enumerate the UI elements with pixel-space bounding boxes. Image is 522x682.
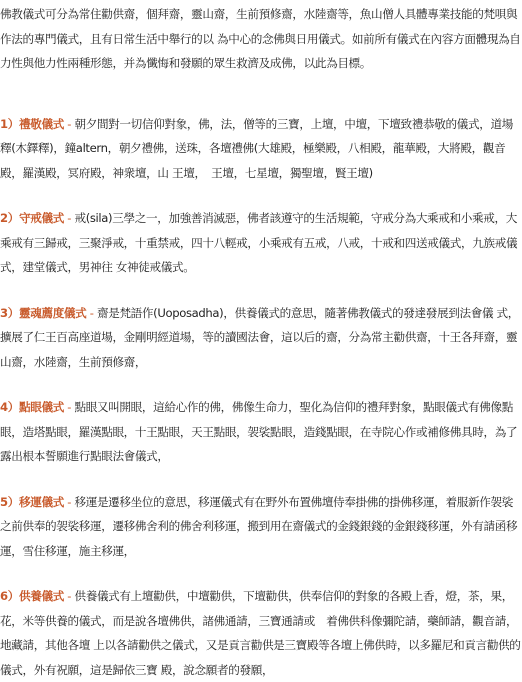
section-body: 移運是遷移坐位的意思，移運儀式有在野外布置佛壇侍奉掛佛的掛佛移運，着服新作袈裟之前供奉的袈裟移運，遷移佛舍利的佛舍利移運，搬到用在齋儀式的金錢銀錢的金銀錢移運，外有請函移運，雪住移運，施主移運，	[0, 494, 518, 558]
section-eye-opening	[0, 395, 522, 469]
section-title: 5）移運儀式	[0, 494, 64, 509]
section-title: 2）守戒儀式	[0, 211, 64, 225]
section-offering	[0, 584, 522, 682]
section-dash: -	[63, 494, 75, 509]
section-dash: -	[86, 305, 97, 320]
intro-paragraph: 佛教儀式可分為常住勸供齋，個拜齋，靈山齋，生前預修齋，水陸齋等，魚山僧人具體專業技能的梵唄與作法的專門儀式，且有日常生活中舉行的以 為中心的念佛與日用儀式。如前所有儀式在內容方面體現為自力性與他力性兩種形態，并為懺悔和發願的眾生救濟及成佛，以此為目標。	[0, 7, 521, 70]
section-dash: -	[63, 400, 75, 414]
section-precepts	[0, 206, 522, 280]
section-dash: -	[63, 589, 75, 603]
section-title: 4）點眼儀式	[0, 400, 64, 414]
section-body: 點眼又叫開眼，這給心作的佛，佛像生命力，聖化為信仰的禮拜對象，點眼儀式有佛像點眼，造塔點眼，羅漢點眼，十王點眼，天王點眼，袈裟點眼，造錢點眼，在寺院心作或補修佛具時，為了露出根本誓願進行點眼法會儀式，	[0, 400, 518, 463]
section-body: 戒(sila)三學之一，加強善消滅惡，佛者該遵守的生活規範，守戒分為大乘戒和小乘戒，大乘戒有三歸戒，三聚淨戒，十重禁戒，四十八輕戒，小乘戒有五戒，八戒，十戒和四送戒儀式，九族戒儀式，建堂儀式，男神往 女神徒戒儀式。	[0, 211, 518, 274]
section-title: 3）靈魂薦度儀式	[0, 305, 87, 320]
section-title: 6）供養儀式	[0, 589, 64, 603]
section-spirit-rites	[0, 301, 522, 375]
section-relocation	[0, 490, 522, 564]
section-title: 1）禮敬儀式	[0, 116, 64, 131]
section-liturgy	[0, 112, 522, 186]
section-body: 朝夕間對一切信仰對象，佛，法，僧等的三寶，上壇，中壇，下壇致禮恭敬的儀式，道場釋(木鐸釋)，鐘altern，朝夕禮佛，送珠，各壇禮佛(大雄殿，極樂殿，八相殿，龍華殿，大將殿，觀音殿，羅漢殿，冥府殿，神衆壇，山 王壇， 王壇，七星壇，獨聖壇，賢王壇)	[0, 116, 513, 180]
section-body: 供養儀式有上壇勸供，中壇勸供，下壇勸供，供奉信仰的對象的各殿上香，燈，茶，果，花，米等供養的儀式，而是說各壇佛供，諸佛通請，三寶通請或 着佛供科像彌陀請，藥師請，觀音請，地藏請，其他各壇 上以各請勸供之儀式，又是貢言勸供是三寶殿等各壇上佛供時，以多羅尼和貢言勸供的儀式，外有祝願，這是歸依三寶 殿，說念願者的發願，	[0, 589, 521, 677]
section-body: 齋是梵語作(Uoposadha)，供養儀式的意思，隨著佛教儀式的發達發展到法會儀 式，擴展了仁王百高座道場，金剛明經道場，等的讀國法會，這以后的齋，分為常主勸供齋，十王各拜齋，靈山齋，水陸齋，生前預修齋，	[0, 305, 520, 369]
section-dash: -	[63, 116, 75, 131]
section-dash: -	[63, 211, 75, 225]
